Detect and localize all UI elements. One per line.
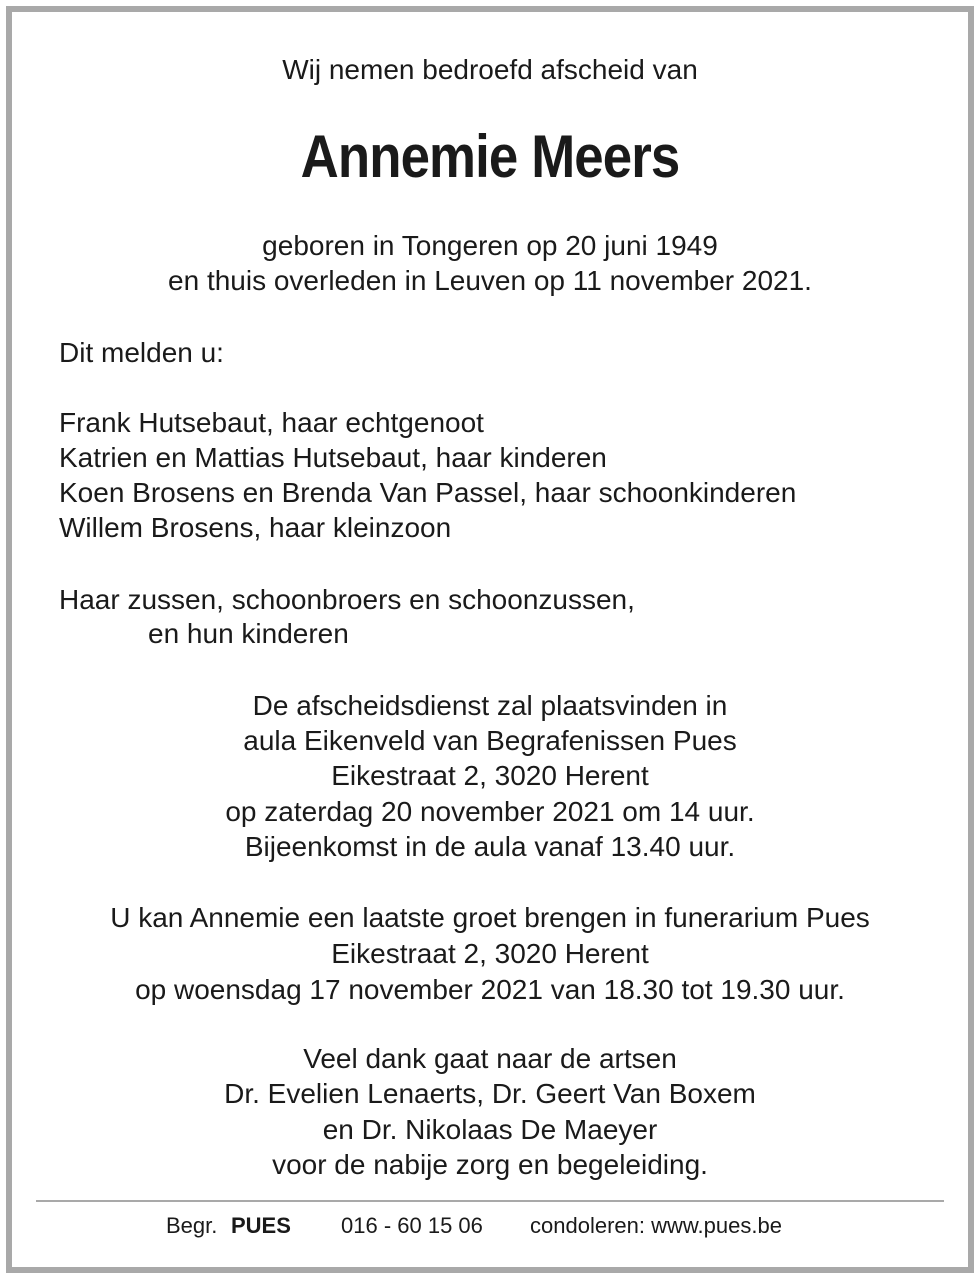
family-member: Koen Brosens en Brenda Van Passel, haar schoonkinderen (59, 477, 797, 508)
service-line: De afscheidsdienst zal plaatsvinden in (252, 690, 728, 721)
thanks-line: voor de nabije zorg en begeleiding. (272, 1149, 708, 1180)
service-line: aula Eikenveld van Begrafenissen Pues (243, 725, 737, 756)
deceased-name: Annemie Meers (300, 123, 680, 190)
thanks-line: Dr. Evelien Lenaerts, Dr. Geert Van Boxem (224, 1078, 756, 1109)
relatives-line: en hun kinderen (148, 618, 349, 649)
birth-line: geboren in Tongeren op 20 juni 1949 (262, 230, 718, 261)
service-line: Eikestraat 2, 3020 Herent (331, 760, 649, 791)
thanks-line: Veel dank gaat naar de artsen (303, 1043, 677, 1074)
footer (0, 1211, 980, 1241)
footer-divider (36, 1200, 944, 1202)
service-line: Bijeenkomst in de aula vanaf 13.40 uur. (244, 831, 736, 862)
footer-phone: 016 - 60 15 06 (341, 1213, 483, 1238)
family-member: Willem Brosens, haar kleinzoon (59, 512, 452, 543)
family-member: Frank Hutsebaut, haar echtgenoot (59, 407, 484, 438)
footer-prefix: Begr. (166, 1213, 218, 1238)
thanks-line: en Dr. Nikolaas De Maeyer (322, 1114, 658, 1145)
funeral-company: PUES (231, 1213, 291, 1238)
death-line: en thuis overleden in Leuven op 11 november 2021. (168, 265, 812, 296)
family-member: Katrien en Mattias Hutsebaut, haar kinderen (59, 442, 607, 473)
relatives-line: Haar zussen, schoonbroers en schoonzussen, (59, 584, 635, 615)
visitation-line: op woensdag 17 november 2021 van 18.30 tot 19.30 uur. (135, 974, 845, 1005)
visitation-line: Eikestraat 2, 3020 Herent (331, 938, 649, 969)
announce-heading: Dit melden u: (59, 337, 224, 368)
intro-text: Wij nemen bedroefd afscheid van (282, 54, 698, 85)
visitation-line: U kan Annemie een laatste groet brengen in funerarium Pues (110, 902, 870, 933)
service-line: op zaterdag 20 november 2021 om 14 uur. (225, 796, 755, 827)
footer-condolence-link[interactable]: condoleren: www.pues.be (530, 1213, 782, 1238)
